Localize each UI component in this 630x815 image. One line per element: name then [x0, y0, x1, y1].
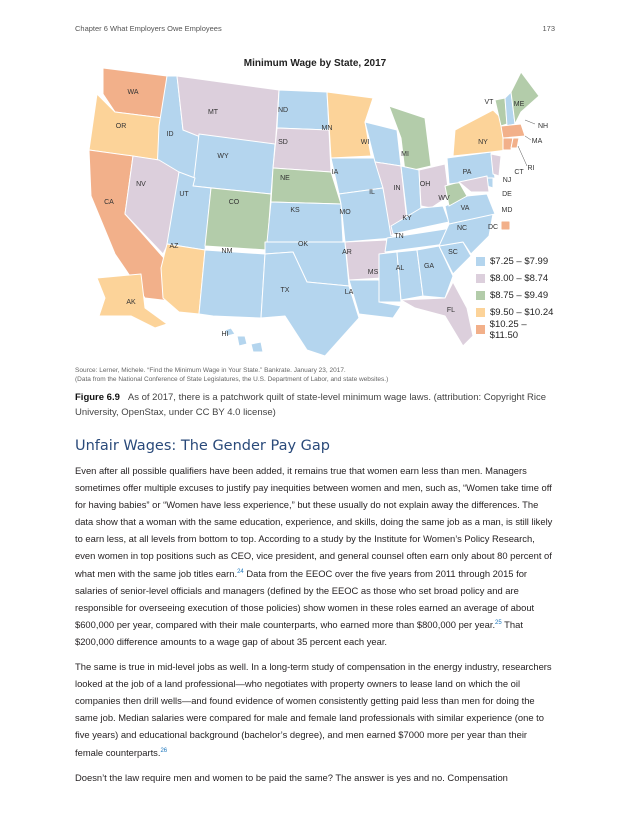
figure-label: Figure 6.9 [75, 392, 120, 403]
state-ME [511, 72, 539, 124]
label-ND: ND [277, 107, 289, 114]
map-source [75, 366, 388, 384]
label-VT: VT [484, 99, 494, 106]
label-TN: TN [394, 233, 404, 240]
paragraph [75, 462, 555, 650]
paragraph [75, 769, 555, 786]
label-CA: CA [104, 199, 114, 206]
legend-label: $7.25 – $7.99 [490, 256, 549, 267]
label-MD: MD [501, 207, 513, 214]
legend-item [476, 253, 555, 270]
legend-swatch [476, 274, 485, 283]
label-NE: NE [280, 175, 290, 182]
figure-caption-text: As of 2017, there is a patchwork quilt of state-level minimum wage laws. (attribution: Copyright Rice University, OpenStax, under CC BY 4.0 license) [75, 392, 547, 418]
label-RI: RI [527, 165, 535, 172]
state-MA [501, 124, 525, 138]
label-WI: WI [360, 139, 370, 146]
map-legend [476, 253, 555, 341]
label-WV: WV [438, 195, 450, 202]
state-AZ [161, 244, 205, 314]
state-WY [193, 134, 275, 194]
body-text [75, 462, 555, 794]
label-NM: NM [221, 248, 233, 255]
page-number: 173 [542, 24, 555, 33]
label-NY: NY [478, 139, 488, 146]
label-DE: DE [502, 191, 512, 198]
label-CO: CO [228, 199, 240, 206]
paragraph-text: Data from the EEOC over the five years from 2011 through 2015 for salaries of senior-level officials and managers (defined by the EEOC as those who set broad policy and are responsible for overseeing execution of those policies) show women in these roles earned an average of about $600,000 per year, compared with their male counterparts, who earned more than $800,000 per year. [75, 567, 535, 630]
label-MN: MN [321, 125, 333, 132]
legend-swatch [476, 291, 485, 300]
label-NV: NV [136, 181, 146, 188]
legend-label: $8.00 – $8.74 [490, 273, 549, 284]
paragraph [75, 658, 555, 761]
label-WY: WY [217, 153, 229, 160]
label-KY: KY [402, 215, 412, 222]
label-SD: SD [278, 139, 288, 146]
label-MS: MS [367, 269, 379, 276]
label-KS: KS [290, 207, 300, 214]
legend-label: $8.75 – $9.49 [490, 290, 549, 301]
label-OH: OH [419, 181, 431, 188]
state-NE [271, 168, 341, 204]
state-CO [205, 188, 271, 250]
chapter-title: Chapter 6 What Employers Owe Employees [75, 24, 222, 33]
label-OR: OR [115, 123, 127, 130]
section-heading: Unfair Wages: The Gender Pay Gap [75, 438, 330, 454]
minimum-wage-map-figure [75, 46, 555, 386]
legend-label: $10.25 – $11.50 [489, 318, 527, 341]
label-LA: LA [344, 289, 354, 296]
label-WA: WA [127, 89, 139, 96]
footnote-ref[interactable]: 26 [160, 747, 168, 754]
label-CT: CT [514, 169, 524, 176]
map-source-line: Source: Lerner, Michele. “Find the Minimum Wage in Your State.” Bankrate. January 23, 2017. [75, 367, 346, 374]
state-NJ [491, 154, 501, 176]
label-GA: GA [423, 263, 435, 270]
state-HI [225, 328, 263, 352]
label-OK: OK [297, 241, 309, 248]
label-NC: NC [456, 225, 468, 232]
label-AL: AL [395, 265, 405, 272]
label-SC: SC [448, 249, 458, 256]
figure-caption [75, 390, 555, 420]
label-FL: FL [446, 307, 456, 314]
label-MA: MA [531, 138, 543, 145]
label-UT: UT [179, 191, 189, 198]
label-AR: AR [342, 249, 352, 256]
legend-swatch [476, 308, 485, 317]
label-PA: PA [462, 169, 472, 176]
label-NH: NH [537, 123, 549, 130]
label-VA: VA [460, 205, 470, 212]
map-source-line: (Data from the National Conference of State Legislatures, the U.S. Department of Labor, and state websites.) [75, 376, 389, 383]
state-NM [199, 250, 265, 318]
paragraph-text: The same is true in mid-level jobs as well. In a long-term study of compensation in the energy industry, researchers looked at the job of a land professional—who negotiates with property owners to lease land on which the oil companies then drill wells—and found evidence of women consistently getting paid less than men for doing the same job. Median salaries were compared for male and female land professionals with similar experience (one to five years) and educational background (bachelor’s degree), and men earned $7000 more per year than their female counterparts. [75, 661, 552, 758]
label-NJ: NJ [502, 177, 512, 184]
state-KS [267, 202, 343, 242]
running-header [75, 24, 555, 33]
state-SD [273, 128, 331, 172]
state-RI [511, 138, 519, 148]
label-TX: TX [280, 287, 290, 294]
label-MI: MI [401, 151, 409, 158]
label-AZ: AZ [169, 243, 179, 250]
label-ME: ME [513, 101, 525, 108]
paragraph-text: That $200,000 difference amounts to a wage gap of about 35 percent each year. [75, 618, 523, 647]
map-title: Minimum Wage by State, 2017 [243, 58, 387, 69]
legend-item [476, 287, 555, 304]
legend-label: $9.50 – $10.24 [490, 307, 554, 318]
legend-swatch [476, 257, 485, 266]
paragraph-text: Even after all possible qualifiers have been added, it remains true that women earn less than men. Managers sometimes offer multiple excuses to justify pay inequities between women and men, such as, “Women take time off for having babies” or “Women have less experience,” but these usually do not explain away the differences. The data show that a woman with the same education, experience, and skills, doing the same job as a man, is still likely to earn less, at all levels from bottom to top. According to a study by the Institute for Women’s Policy Research, even women in top positions such as CEO, vice president, and general counsel often earn only about 80 percent of what men with the same job titles earn. [75, 465, 553, 579]
legend-item [476, 270, 555, 287]
paragraph-text: Doesn’t the law require men and women to be paid the same? The answer is yes and no. Compensation [75, 771, 508, 783]
label-HI: HI [221, 331, 229, 338]
label-AK: AK [126, 299, 136, 306]
legend-swatch [476, 325, 485, 334]
footnote-ref[interactable]: 24 [237, 568, 244, 575]
legend-item [476, 318, 555, 341]
footnote-ref[interactable]: 25 [495, 619, 502, 626]
label-IA: IA [331, 169, 339, 176]
label-IL: IL [369, 189, 375, 196]
label-MT: MT [207, 109, 219, 116]
state-DC [502, 222, 509, 229]
label-IN: IN [393, 185, 401, 192]
label-MO: MO [339, 209, 351, 216]
label-ID: ID [166, 131, 174, 138]
label-DC: DC [487, 224, 499, 231]
